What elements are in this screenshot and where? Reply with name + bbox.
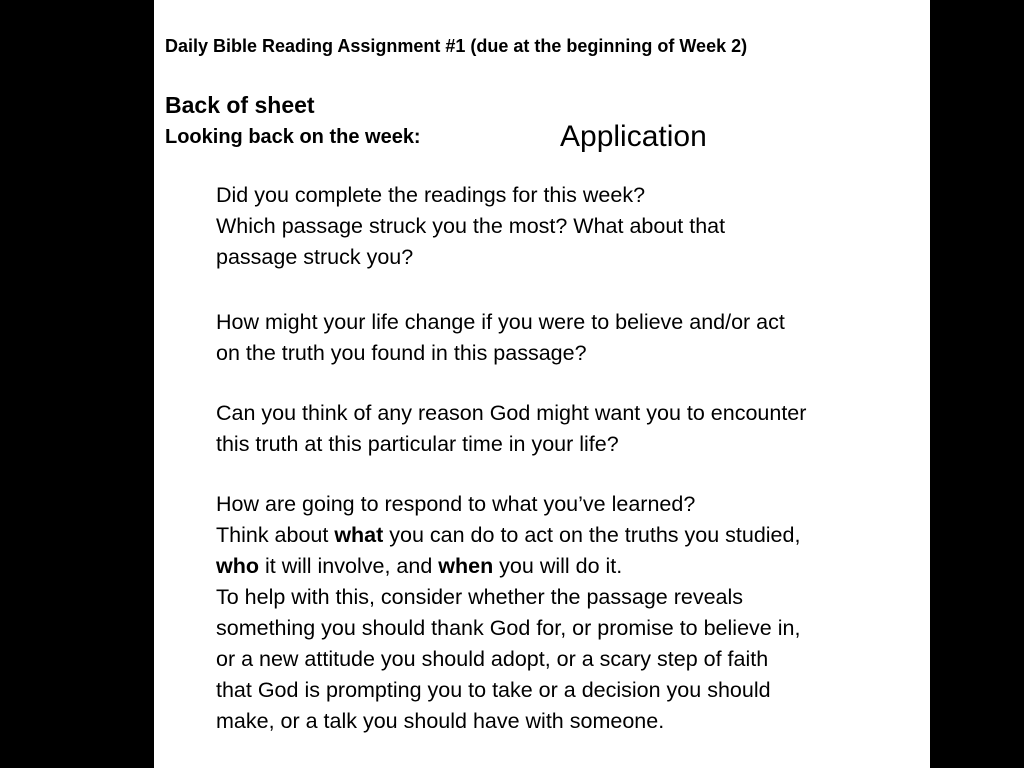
think-about-line2 bbox=[216, 551, 800, 582]
emphasis-what: what bbox=[334, 523, 384, 547]
think-about-text: Think about bbox=[216, 523, 335, 547]
question-life-change-line2: on the truth you found in this passage? bbox=[216, 341, 587, 365]
sheet-side-heading: Back of sheet bbox=[165, 92, 315, 118]
emphasis-who: who bbox=[216, 554, 259, 578]
question-respond: How are going to respond to what you’ve learned? bbox=[216, 492, 696, 516]
question-timing-line1: Can you think of any reason God might want you to encounter bbox=[216, 401, 807, 425]
help-line3: or a new attitude you should adopt, or a scary step of faith bbox=[216, 647, 769, 671]
question-block-readings bbox=[216, 180, 725, 273]
help-line4: that God is prompting you to take or a decision you should bbox=[216, 678, 771, 702]
help-line5: make, or a talk you should have with someone. bbox=[216, 709, 665, 733]
think-about-text-cont: you can do to act on the truths you studied, bbox=[383, 523, 801, 547]
think-about-text-mid: it will involve, and bbox=[259, 554, 439, 578]
section-heading: Application bbox=[560, 120, 707, 153]
help-line1: To help with this, consider whether the passage reveals bbox=[216, 585, 744, 609]
question-passage-line2: passage struck you? bbox=[216, 245, 414, 269]
question-life-change-line1: How might your life change if you were to believe and/or act bbox=[216, 310, 785, 334]
document-page bbox=[154, 0, 930, 768]
question-timing-line2: this truth at this particular time in your life? bbox=[216, 432, 619, 456]
section-label: Looking back on the week: bbox=[165, 126, 421, 148]
assignment-title: Daily Bible Reading Assignment #1 (due at the beginning of Week 2) bbox=[165, 36, 748, 56]
think-about-line1 bbox=[216, 520, 800, 551]
think-about-text-end: you will do it. bbox=[493, 554, 623, 578]
question-block-life-change bbox=[216, 307, 785, 369]
help-line2: something you should thank God for, or promise to believe in, bbox=[216, 616, 801, 640]
emphasis-when: when bbox=[438, 554, 494, 578]
question-readings-complete: Did you complete the readings for this week? bbox=[216, 183, 646, 207]
question-passage-line1: Which passage struck you the most? What about that bbox=[216, 214, 726, 238]
question-block-respond bbox=[216, 489, 800, 737]
question-block-timing bbox=[216, 398, 806, 460]
